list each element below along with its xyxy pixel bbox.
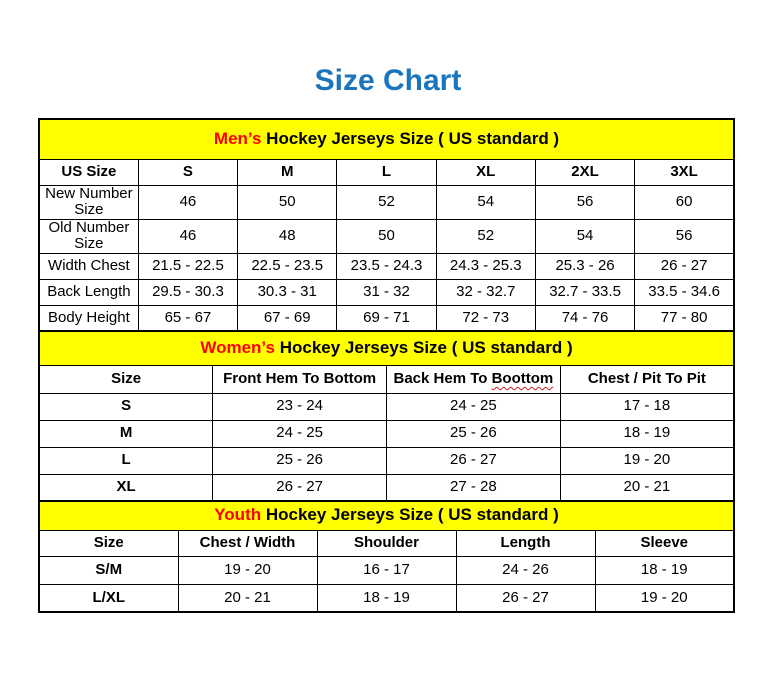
womens-value-1-1: 25 - 26	[387, 420, 561, 447]
mens-row-label-0: New Number Size	[39, 185, 138, 219]
youth-column-header-row	[39, 530, 734, 556]
youth-row-0	[39, 556, 734, 584]
womens-row-3	[39, 474, 734, 501]
mens-value-3-4: 32.7 - 33.5	[535, 279, 634, 305]
youth-row-label-1: L/XL	[39, 584, 178, 612]
mens-value-1-0: 46	[138, 219, 237, 253]
mens-value-1-2: 50	[337, 219, 436, 253]
youth-section-band	[39, 501, 734, 530]
mens-row-4	[39, 305, 734, 331]
youth-size-table	[38, 500, 735, 613]
youth-col-header-0: Size	[39, 530, 178, 556]
mens-value-0-5: 60	[635, 185, 734, 219]
womens-value-1-0: 24 - 25	[213, 420, 387, 447]
mens-value-0-3: 54	[436, 185, 535, 219]
mens-value-2-1: 22.5 - 23.5	[238, 253, 337, 279]
mens-value-4-2: 69 - 71	[337, 305, 436, 331]
mens-value-3-5: 33.5 - 34.6	[635, 279, 734, 305]
youth-section-title-accent: Youth	[214, 505, 262, 525]
mens-value-3-0: 29.5 - 30.3	[138, 279, 237, 305]
youth-value-0-2: 24 - 26	[456, 556, 595, 584]
womens-row-label-3: XL	[39, 474, 213, 501]
mens-value-1-4: 54	[535, 219, 634, 253]
mens-col-header-6: 3XL	[635, 159, 734, 185]
mens-value-3-1: 30.3 - 31	[238, 279, 337, 305]
womens-row-1	[39, 420, 734, 447]
mens-value-2-2: 23.5 - 24.3	[337, 253, 436, 279]
mens-row-label-4: Body Height	[39, 305, 138, 331]
mens-value-4-0: 65 - 67	[138, 305, 237, 331]
womens-row-label-1: M	[39, 420, 213, 447]
youth-row-1	[39, 584, 734, 612]
womens-value-3-1: 27 - 28	[387, 474, 561, 501]
womens-col-header-3: Chest / Pit To Pit	[560, 365, 734, 393]
mens-value-2-3: 24.3 - 25.3	[436, 253, 535, 279]
womens-section-title-accent: Women’s	[200, 337, 275, 357]
mens-section-band	[39, 119, 734, 159]
mens-row-0	[39, 185, 734, 219]
mens-col-header-4: XL	[436, 159, 535, 185]
mens-value-4-5: 77 - 80	[635, 305, 734, 331]
youth-value-1-3: 19 - 20	[595, 584, 734, 612]
womens-size-table	[38, 330, 735, 502]
mens-value-0-0: 46	[138, 185, 237, 219]
mens-value-0-2: 52	[337, 185, 436, 219]
womens-col-header-2: Back Hem To Boottom	[387, 365, 561, 393]
mens-value-1-1: 48	[238, 219, 337, 253]
mens-col-header-5: 2XL	[535, 159, 634, 185]
womens-col-header-0: Size	[39, 365, 213, 393]
womens-row-label-2: L	[39, 447, 213, 474]
mens-col-header-0: US Size	[39, 159, 138, 185]
womens-section-band	[39, 331, 734, 365]
mens-section-title-text: Hockey Jerseys Size ( US standard )	[261, 128, 560, 148]
womens-section-title-text: Hockey Jerseys Size ( US standard )	[274, 337, 573, 357]
womens-row-2	[39, 447, 734, 474]
mens-row-2	[39, 253, 734, 279]
mens-value-2-0: 21.5 - 22.5	[138, 253, 237, 279]
youth-col-header-4: Sleeve	[595, 530, 734, 556]
mens-row-1	[39, 219, 734, 253]
youth-col-header-3: Length	[456, 530, 595, 556]
womens-col-header-1: Front Hem To Bottom	[213, 365, 387, 393]
womens-value-0-1: 24 - 25	[387, 393, 561, 420]
womens-value-1-2: 18 - 19	[560, 420, 734, 447]
womens-row-label-0: S	[39, 393, 213, 420]
mens-value-0-4: 56	[535, 185, 634, 219]
mens-value-3-3: 32 - 32.7	[436, 279, 535, 305]
misspelled-word: Boottom	[491, 369, 554, 387]
mens-value-1-3: 52	[436, 219, 535, 253]
mens-section-title	[39, 119, 734, 159]
mens-size-table	[38, 118, 735, 332]
youth-value-1-1: 18 - 19	[317, 584, 456, 612]
mens-col-header-1: S	[138, 159, 237, 185]
mens-column-header-row	[39, 159, 734, 185]
youth-value-0-0: 19 - 20	[178, 556, 317, 584]
size-chart	[38, 118, 735, 613]
mens-row-label-1: Old Number Size	[39, 219, 138, 253]
mens-col-header-2: M	[238, 159, 337, 185]
womens-value-0-0: 23 - 24	[213, 393, 387, 420]
womens-value-2-0: 25 - 26	[213, 447, 387, 474]
youth-value-0-3: 18 - 19	[595, 556, 734, 584]
womens-value-2-2: 19 - 20	[560, 447, 734, 474]
youth-value-1-0: 20 - 21	[178, 584, 317, 612]
mens-row-3	[39, 279, 734, 305]
mens-row-label-3: Back Length	[39, 279, 138, 305]
youth-col-header-2: Shoulder	[317, 530, 456, 556]
page-title: Size Chart	[314, 64, 462, 97]
youth-section-title-text: Hockey Jerseys Size ( US standard )	[261, 505, 559, 525]
mens-value-0-1: 50	[238, 185, 337, 219]
womens-value-3-2: 20 - 21	[560, 474, 734, 501]
womens-value-3-0: 26 - 27	[213, 474, 387, 501]
mens-row-label-2: Width Chest	[39, 253, 138, 279]
mens-value-2-4: 25.3 - 26	[535, 253, 634, 279]
youth-section-title	[39, 501, 734, 530]
youth-value-0-1: 16 - 17	[317, 556, 456, 584]
womens-section-title	[39, 331, 734, 365]
mens-value-4-1: 67 - 69	[238, 305, 337, 331]
womens-value-0-2: 17 - 18	[560, 393, 734, 420]
womens-row-0	[39, 393, 734, 420]
youth-row-label-0: S/M	[39, 556, 178, 584]
mens-value-3-2: 31 - 32	[337, 279, 436, 305]
youth-value-1-2: 26 - 27	[456, 584, 595, 612]
womens-column-header-row	[39, 365, 734, 393]
mens-value-2-5: 26 - 27	[635, 253, 734, 279]
mens-value-1-5: 56	[635, 219, 734, 253]
youth-col-header-1: Chest / Width	[178, 530, 317, 556]
mens-section-title-accent: Men’s	[213, 128, 262, 148]
mens-col-header-3: L	[337, 159, 436, 185]
mens-value-4-4: 74 - 76	[535, 305, 634, 331]
mens-value-4-3: 72 - 73	[436, 305, 535, 331]
womens-value-2-1: 26 - 27	[387, 447, 561, 474]
